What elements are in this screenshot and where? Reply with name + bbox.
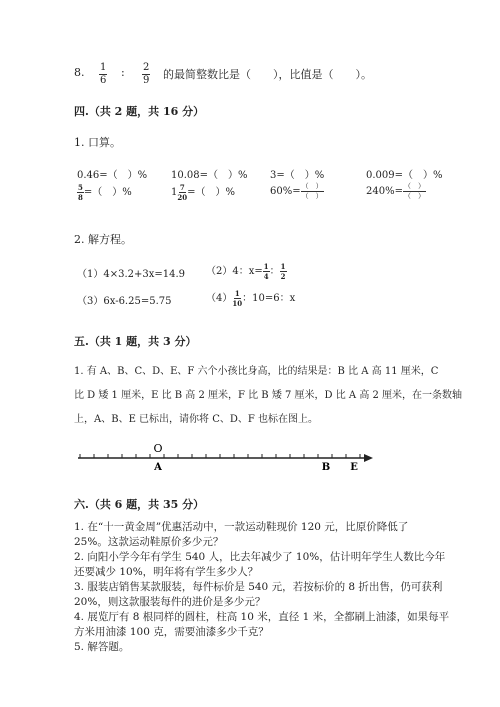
word-problem-line-7: 4. 展览厅有 8 根同样的圆柱，柱高 10 米，直径 1 米，全都刷上油漆，如果每平 [74,611,450,623]
question-8 [74,66,85,79]
word-problem-line-3: 2. 向阳小学今年有学生 540 人，比去年减少了 10%，估计明年学生人数比今年 [74,551,446,563]
oral-item-4: 0.009=（ ）% [366,170,443,181]
section-6-title: 六.（共 6 题，共 35 分） [74,498,205,511]
fraction-denominator: 9 [143,75,150,86]
fraction-two-ninths [142,63,150,86]
oral-item-1: 0.46=（ ）% [77,170,148,181]
fraction-denominator: 4 [263,272,269,281]
fraction-numerator: 1 [280,262,286,271]
fraction-numerator: 7 [179,183,185,192]
equation-3: （3）6x-6.25=5.75 [77,296,172,307]
fraction-numerator: 1 [100,62,107,73]
equation-2-mid: ： [269,266,280,277]
equation-2 [206,262,287,280]
question-number: 8. [74,66,85,79]
origin-label: O [153,442,163,455]
fraction-denominator: 20 [177,193,188,202]
oral-calc-heading: 1. 口算。 [74,136,121,149]
solve-equation-heading: 2. 解方程。 [74,233,132,246]
oral-item-8-pre: 240%= [366,186,403,197]
number-line-arrow [364,454,373,462]
problem-line-3: 上，A、B、E 已标出，请你将 C、D、F 也标在图上。 [74,414,319,425]
problem-line-1: 1. 有 A、B、C、D、E、F 六个小孩比身高，比的结果是：B 比 A 高 11 厘米，C [74,366,439,377]
oral-item-7 [270,183,324,200]
fraction-denominator: 10 [232,299,243,308]
oral-item-7-pre: 60%= [270,186,301,197]
point-label-e: E [350,462,358,473]
oral-item-6-tail: =（ ）% [187,187,236,198]
ratio-colon: : [121,66,125,79]
section-4-title: 四.（共 2 题，共 16 分） [74,105,205,118]
word-problem-line-5: 3. 服装店销售某款服装，每件标价是 540 元，若按标价的 8 折出售，仍可获利 [74,581,443,593]
fraction-numerator: 1 [234,289,240,298]
equation-4-tail: ：10=6：x [242,293,296,304]
oral-item-6 [171,183,235,201]
word-problem-line-6: 20%，则这款服装每件的进价是多少元？ [74,596,266,608]
word-problem-line-9: 5. 解答题。 [74,641,130,653]
point-label-b: B [321,462,331,473]
fraction-denominator: （ ） [301,192,323,200]
number-line [70,440,380,474]
equation-4 [206,289,295,307]
word-problem-line-1: 1. 在“十一黄金周”优惠活动中，一款运动鞋现价 120 元，比原价降低了 [74,521,409,533]
oral-item-5-tail: =（ ）% [83,187,132,198]
equation-1: （1）4×3.2+3x=14.9 [77,269,186,280]
section-5-title: 五.（共 1 题，共 3 分） [74,335,197,348]
fraction-numerator: 5 [78,183,83,192]
oral-item-8 [366,183,426,200]
question-8-text: 的最简整数比是（ ），比值是（ ）。 [163,68,372,81]
oral-item-5 [77,183,132,201]
equation-4-pre: （4） [206,293,233,304]
fraction-denominator: 8 [78,193,83,202]
equation-2-pre: （2）4：x= [206,266,263,277]
fraction-denominator: 2 [280,272,286,281]
fraction-numerator: （ ） [301,182,323,190]
point-label-a: A [154,462,162,473]
oral-item-3: 3=（ ）% [270,170,325,181]
mixed-whole: 1 [171,187,178,198]
fraction-numerator: （ ） [403,182,425,190]
problem-line-2: 比 D 矮 1 厘米，E 比 B 高 2 厘米，F 比 B 矮 7 厘米，D 比 A 高 2 厘米，在一条数轴 [74,390,463,401]
word-problem-line-4: 还要减少 10%，明年将有学生多少人？ [74,566,259,578]
oral-item-2: 10.08=（ ）% [171,170,248,181]
word-problem-line-8: 方米用油漆 100 克，需要油漆多少千克？ [74,626,269,638]
word-problem-line-2: 25%。这款运动鞋原价多少元？ [74,536,224,548]
fraction-numerator: 2 [143,62,150,73]
fraction-denominator: （ ） [403,192,425,200]
fraction-numerator: 1 [263,262,269,271]
fraction-denominator: 6 [100,75,107,86]
fraction-one-sixth [99,63,107,86]
